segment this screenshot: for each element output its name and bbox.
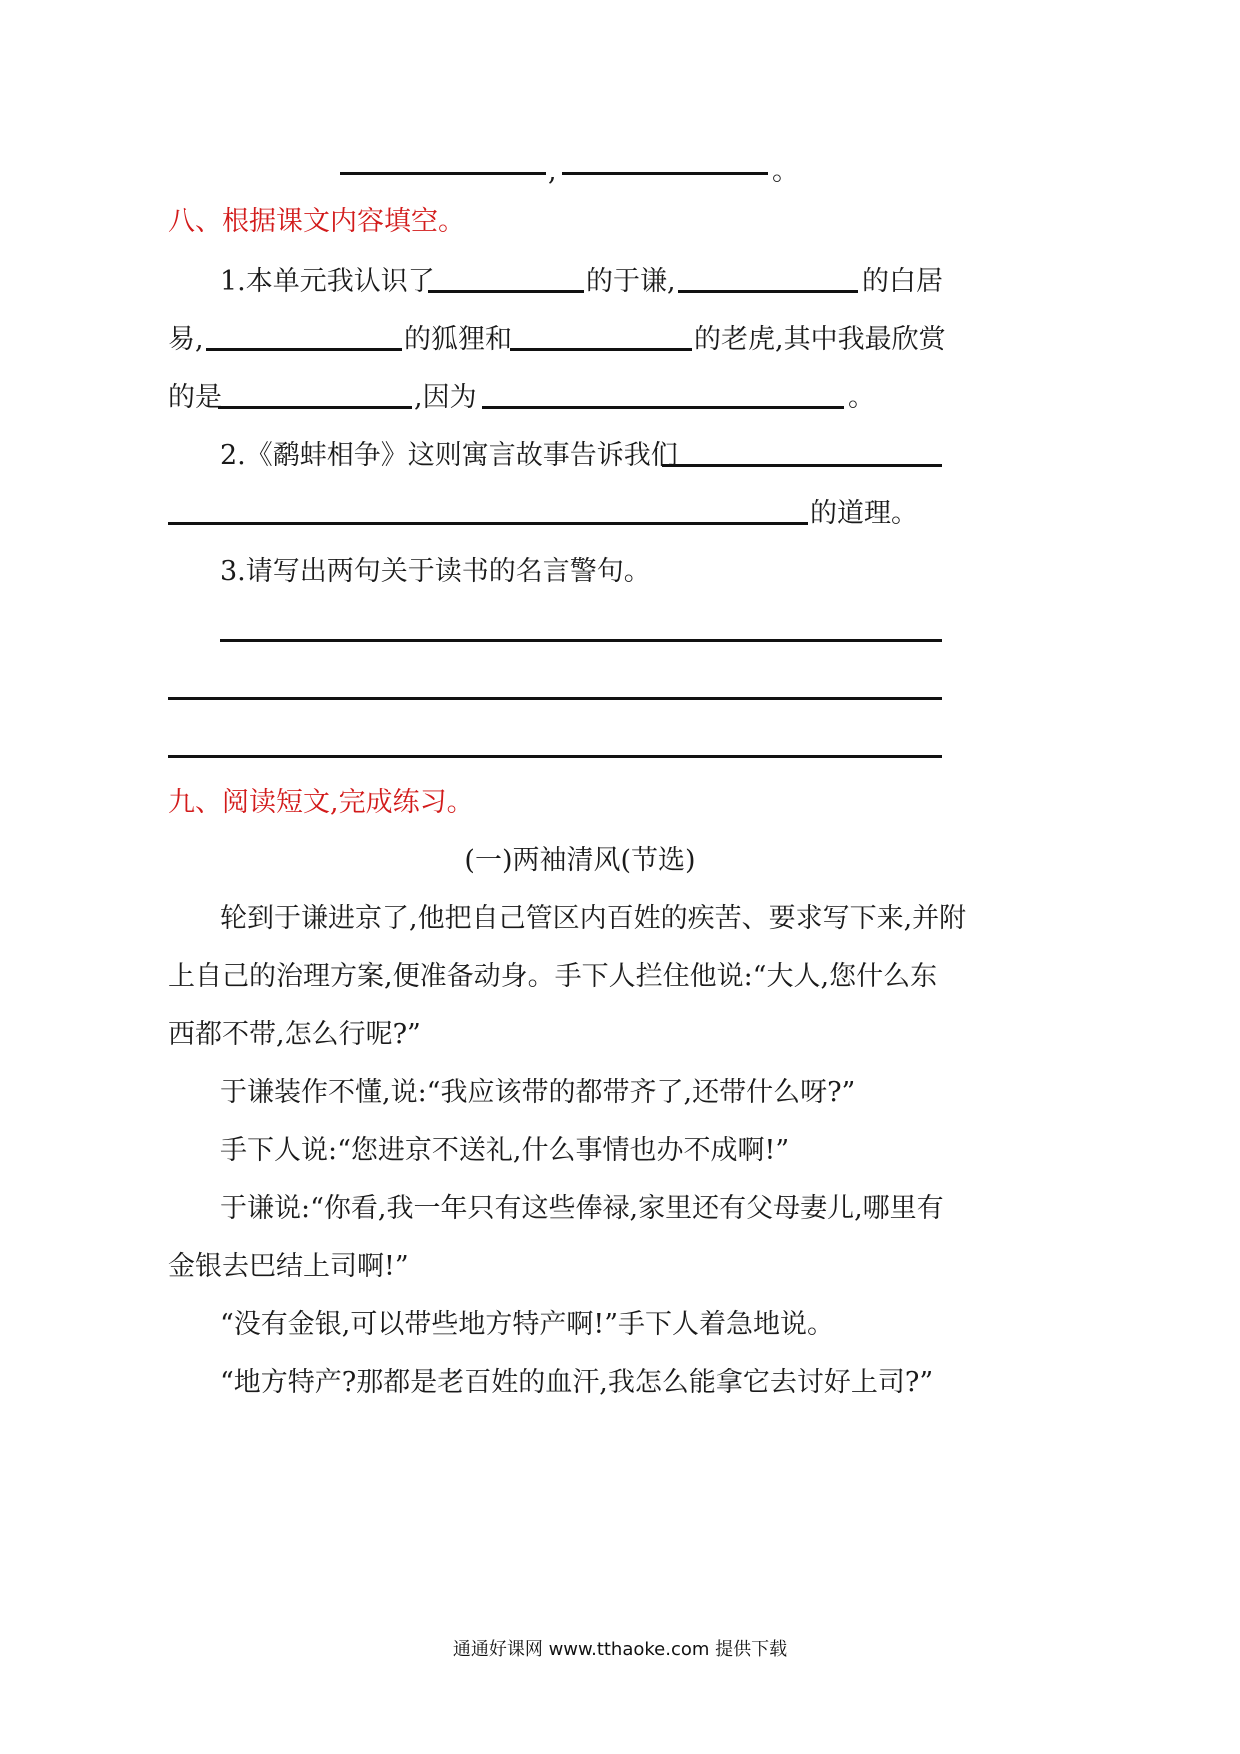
punct-comma: , bbox=[548, 156, 557, 187]
passage-title: (一)两袖清风(节选) bbox=[464, 845, 696, 876]
q1-line1 bbox=[0, 262, 1240, 302]
q2-line1 bbox=[0, 436, 1240, 476]
passage-text: 手下人说:“您进京不送礼,什么事情也办不成啊!” bbox=[220, 1135, 790, 1166]
q1-text-b: 的于谦, bbox=[586, 266, 676, 297]
section9-heading: 九、阅读短文,完成练习。 bbox=[168, 787, 474, 818]
q1-line3 bbox=[0, 378, 1240, 418]
passage-text: “地方特产?那都是老百姓的血汗,我怎么能拿它去讨好上司?” bbox=[220, 1367, 934, 1398]
paragraph-line bbox=[0, 899, 1240, 939]
paragraph-line bbox=[0, 1189, 1240, 1229]
paragraph-line bbox=[0, 957, 1240, 997]
q3-line1 bbox=[0, 552, 1240, 592]
q1-text-c: 的白居 bbox=[862, 266, 943, 297]
passage-text: 西都不带,怎么行呢?” bbox=[168, 1019, 421, 1050]
answer-blank[interactable] bbox=[482, 406, 844, 409]
punct-period: 。 bbox=[772, 156, 799, 187]
q1-text-f: 的老虎,其中我最欣赏 bbox=[694, 324, 946, 355]
answer-blank[interactable] bbox=[206, 348, 402, 351]
answer-blank[interactable] bbox=[218, 406, 412, 409]
passage-text: 于谦装作不懂,说:“我应该带的都带齐了,还带什么呀?” bbox=[220, 1077, 856, 1108]
answer-line[interactable] bbox=[220, 639, 942, 642]
passage-text: 于谦说:“你看,我一年只有这些俸禄,家里还有父母妻儿,哪里有 bbox=[220, 1193, 944, 1224]
paragraph-line bbox=[0, 1363, 1240, 1403]
top-line-end bbox=[0, 152, 1240, 192]
answer-blank[interactable] bbox=[510, 348, 692, 351]
q1-text-a: 1.本单元我认识了 bbox=[220, 266, 435, 297]
q2-text-end: 的道理。 bbox=[810, 498, 918, 529]
paragraph-line bbox=[0, 1015, 1240, 1055]
q1-text-i: 。 bbox=[848, 382, 875, 413]
q1-text-d: 易, bbox=[168, 324, 204, 355]
passage-text: 轮到于谦进京了,他把自己管区内百姓的疾苦、要求写下来,并附 bbox=[220, 903, 967, 934]
section8-heading: 八、根据课文内容填空。 bbox=[168, 206, 465, 237]
q1-text-h: ,因为 bbox=[414, 382, 477, 413]
passage-text: “没有金银,可以带些地方特产啊!”手下人着急地说。 bbox=[220, 1309, 835, 1340]
answer-blank[interactable] bbox=[678, 290, 858, 293]
paragraph-line bbox=[0, 1131, 1240, 1171]
q1-text-e: 的狐狸和 bbox=[404, 324, 512, 355]
answer-blank[interactable] bbox=[428, 290, 584, 293]
answer-blank[interactable] bbox=[662, 464, 942, 467]
section8-heading-line bbox=[0, 202, 1240, 242]
q1-text-g: 的是 bbox=[168, 382, 222, 413]
q2-text: 2.《鹬蚌相争》这则寓言故事告诉我们 bbox=[220, 440, 678, 471]
answer-line[interactable] bbox=[168, 755, 942, 758]
passage-text: 上自己的治理方案,便准备动身。手下人拦住他说:“大人,您什么东 bbox=[168, 961, 938, 992]
section9-heading-line bbox=[0, 783, 1240, 823]
footer-credit: 通通好课网 www.tthaoke.com 提供下载 bbox=[452, 1639, 788, 1660]
q1-line2 bbox=[0, 320, 1240, 360]
q2-line2 bbox=[0, 494, 1240, 534]
paragraph-line bbox=[0, 1305, 1240, 1345]
paragraph-line bbox=[0, 1247, 1240, 1287]
paragraph-line bbox=[0, 1073, 1240, 1113]
passage-text: 金银去巴结上司啊!” bbox=[168, 1251, 409, 1282]
q3-text: 3.请写出两句关于读书的名言警句。 bbox=[220, 556, 651, 587]
answer-line[interactable] bbox=[168, 697, 942, 700]
